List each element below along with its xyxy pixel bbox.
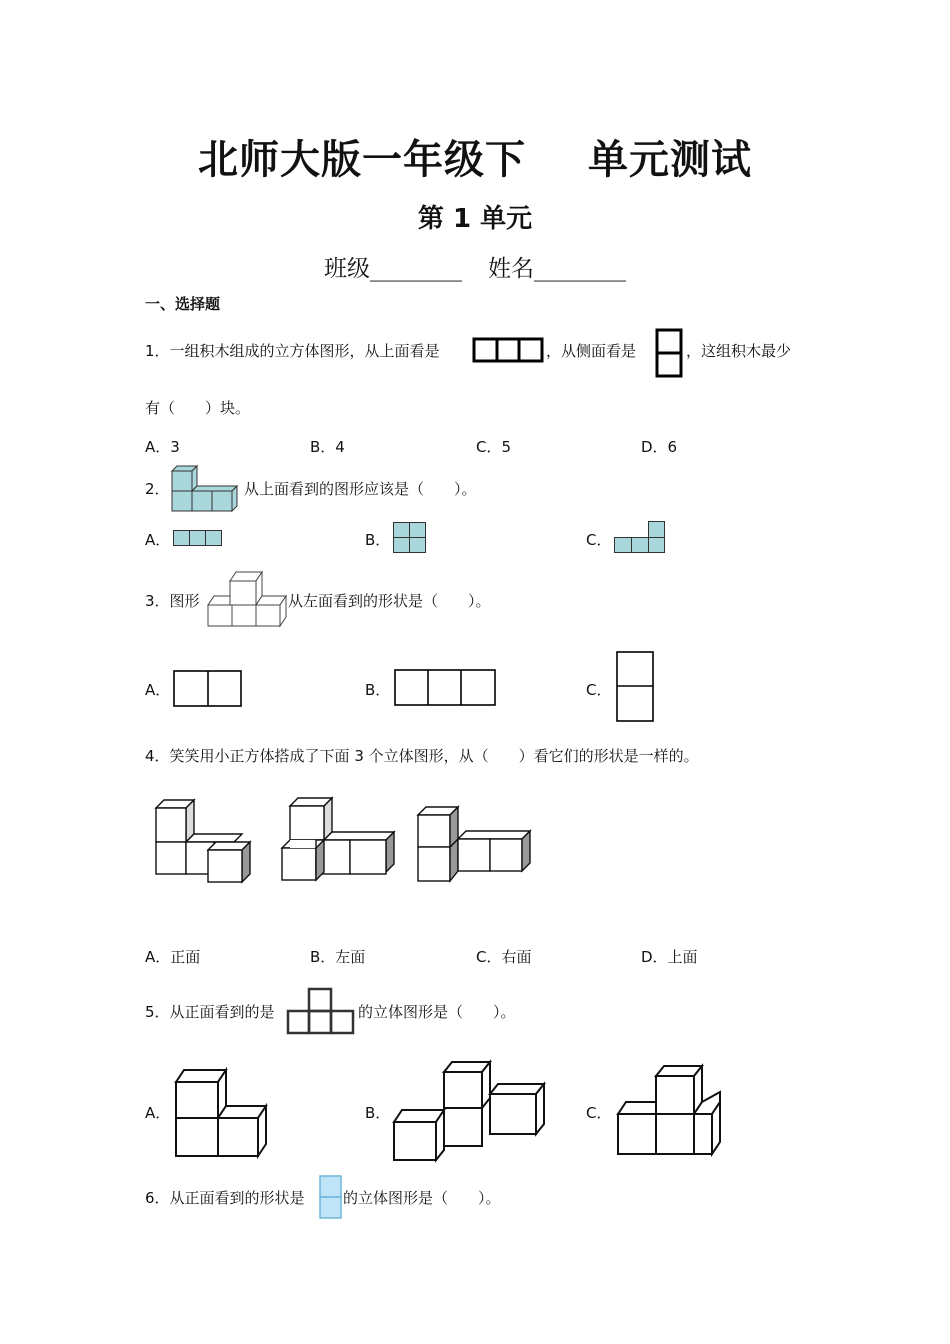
q3-option-a[interactable]: A．: [145, 681, 171, 699]
q5-option-a[interactable]: A．: [145, 1104, 171, 1122]
q2-option-a[interactable]: A．: [145, 531, 171, 549]
q4-figure-1: [152, 796, 262, 886]
q2-option-b[interactable]: B．: [365, 531, 391, 549]
q5-option-c[interactable]: C．: [586, 1104, 612, 1122]
q2-option-a-figure: [173, 530, 223, 546]
unit-subtitle: 第 1 单元: [417, 204, 533, 234]
q3-option-c[interactable]: C．: [586, 681, 612, 699]
q5-option-a-figure: [172, 1066, 270, 1160]
q5-front-view-figure: [286, 987, 356, 1035]
q1-top-view-figure: [473, 338, 543, 362]
q4-option-c[interactable]: C．右面: [476, 948, 532, 966]
q3-option-b-figure: [394, 669, 497, 707]
q2-option-c-figure: [614, 521, 666, 554]
q3-option-c-figure: [616, 651, 656, 723]
q5-option-b[interactable]: B．: [365, 1104, 391, 1122]
question-2-num: 2．: [145, 480, 170, 498]
question-6: 6．从正面看到的形状是: [145, 1189, 305, 1207]
q4-option-a[interactable]: A．正面: [145, 948, 201, 966]
question-6-text: 的立体图形是（ ）。: [343, 1189, 501, 1207]
question-3: 3．图形: [145, 592, 200, 610]
q5-option-b-figure: [392, 1060, 548, 1164]
class-name-line: [0, 250, 950, 283]
question-5-text: 的立体图形是（ ）。: [358, 1003, 516, 1021]
question-1: 1．一组积木组成的立方体图形，从上面看是: [145, 342, 440, 360]
q2-cube-figure: [170, 464, 242, 512]
question-2-text: 从上面看到的图形应该是（ ）。: [244, 480, 477, 498]
q4-figure-3: [414, 805, 534, 883]
q1-option-b[interactable]: B．4: [310, 438, 345, 456]
q4-option-b[interactable]: B．左面: [310, 948, 366, 966]
q1-option-a[interactable]: A．3: [145, 438, 180, 456]
q3-option-b[interactable]: B．: [365, 681, 391, 699]
q1-side-view-figure: [656, 329, 682, 377]
q1-option-c[interactable]: C．5: [476, 438, 512, 456]
question-4: 4．笑笑用小正方体搭成了下面 3 个立体图形，从（ ）看它们的形状是一样的。: [145, 747, 699, 765]
question-1-text-c: ，这组积木最少: [686, 342, 792, 360]
q6-front-view-figure: [319, 1175, 343, 1221]
question-5: 5．从正面看到的是: [145, 1003, 275, 1021]
class-field: 班级________: [324, 256, 462, 282]
section-heading: 一、选择题: [145, 295, 221, 313]
q4-figure-2: [280, 796, 400, 884]
q3-option-a-figure: [173, 670, 243, 708]
q2-option-b-figure: [393, 522, 427, 554]
page-title: 北师大版一年级下 单元测试: [198, 137, 752, 183]
question-1-text-b: ，从侧面看是: [546, 342, 637, 360]
q3-cube-figure: [206, 570, 288, 628]
q2-option-c[interactable]: C．: [586, 531, 612, 549]
name-field: 姓名________: [488, 256, 626, 282]
q5-option-c-figure: [616, 1062, 724, 1160]
question-3-text: 从左面看到的形状是（ ）。: [288, 592, 491, 610]
q1-option-d[interactable]: D．6: [641, 438, 678, 456]
question-1-text-d: 有（ ）块。: [145, 399, 251, 417]
q4-option-d[interactable]: D．上面: [641, 948, 698, 966]
